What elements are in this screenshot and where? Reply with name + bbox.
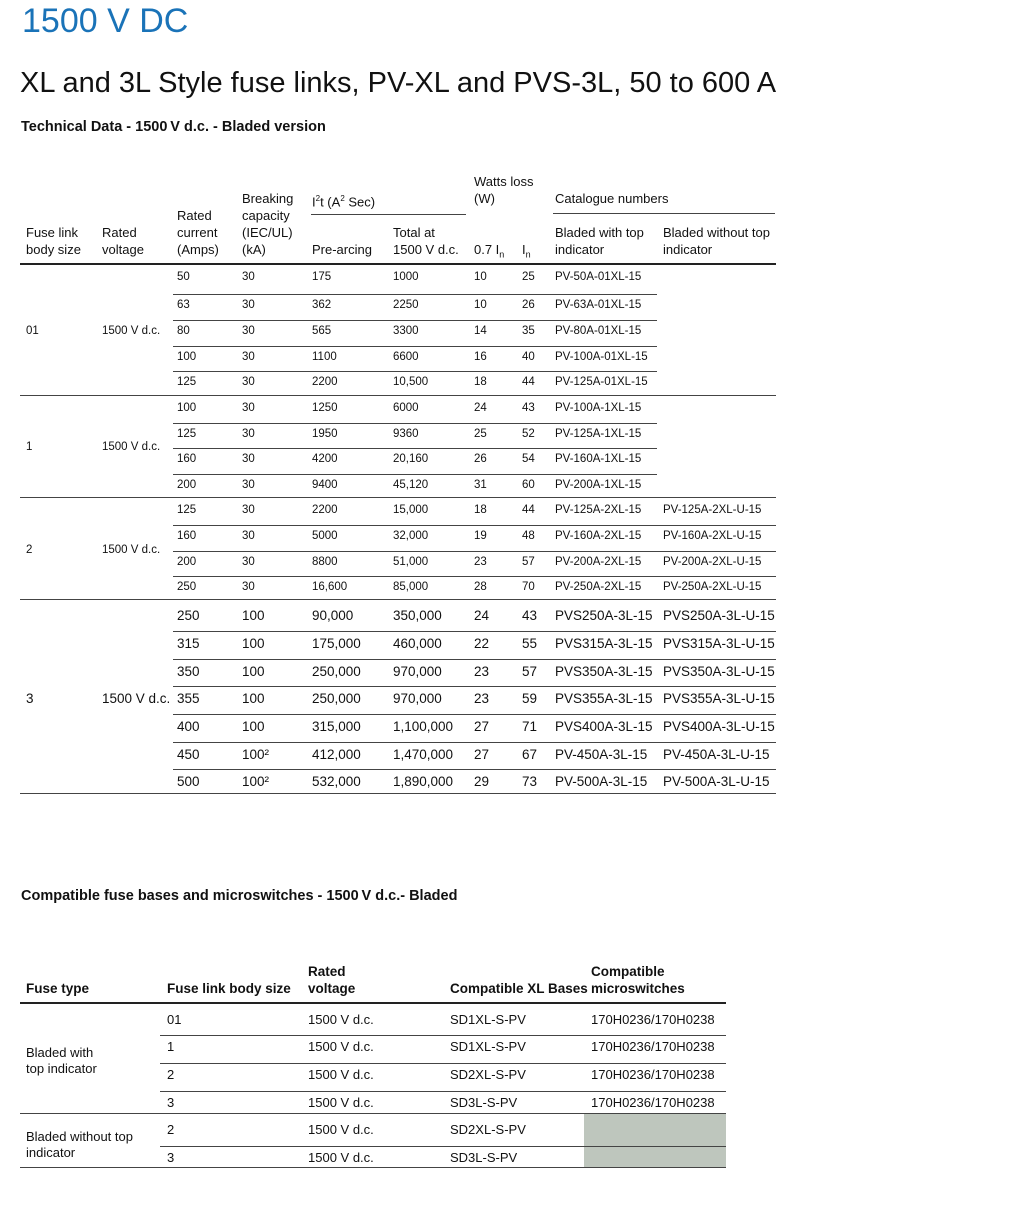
cell-top: PVS400A-3L-15 xyxy=(555,719,653,734)
hdr-win: $I_n$ xyxy=(522,242,531,260)
cell-pre: 16,600 xyxy=(312,581,348,593)
cell-kA: 30 xyxy=(242,453,255,465)
cell-kA: 30 xyxy=(242,402,255,414)
fuse-type-line: indicator xyxy=(26,1145,76,1160)
t2-cell-size: 1 xyxy=(167,1039,175,1054)
row-divider xyxy=(173,474,657,475)
cell-w07: 14 xyxy=(474,325,487,337)
cell-notop: PVS250A-3L-U-15 xyxy=(663,608,775,623)
t2-hdr-microswitches: Compatible microswitches xyxy=(591,964,685,996)
cell-w07: 18 xyxy=(474,376,487,388)
t2-cell-base: SD2XL-S-PV xyxy=(450,1122,526,1137)
t2-cell-base: SD2XL-S-PV xyxy=(450,1067,526,1082)
group-divider xyxy=(20,599,776,600)
cell-pre: 532,000 xyxy=(312,774,361,789)
row-divider xyxy=(173,346,657,347)
t2-hdr-fuse-type: Fuse type xyxy=(26,981,90,996)
cell-total: 6000 xyxy=(393,402,419,414)
cell-kA: 100 xyxy=(242,608,265,623)
cell-win: 54 xyxy=(522,453,535,465)
t2-cell-micro: 170H0236/170H0238 xyxy=(591,1012,715,1027)
cell-notop: PV-160A-2XL-U-15 xyxy=(663,530,762,542)
cell-a: 250 xyxy=(177,608,200,623)
cell-total: 1000 xyxy=(393,271,419,283)
cell-kA: 30 xyxy=(242,351,255,363)
cell-top: PV-160A-2XL-15 xyxy=(555,530,642,542)
t2-cell-size: 2 xyxy=(167,1067,175,1082)
cell-top: PV-63A-01XL-15 xyxy=(555,299,642,311)
t2-hdr-bases: Compatible XL Bases xyxy=(450,981,588,996)
cell-pre: 8800 xyxy=(312,556,338,568)
cell-kA: 30 xyxy=(242,479,255,491)
cell-top: PVS355A-3L-15 xyxy=(555,691,653,706)
hdr-watts-loss: Watts loss (W) xyxy=(474,174,534,206)
hdr-pre-arcing: Pre-arcing xyxy=(312,242,372,257)
hdr-rated-current: Rated current (Amps) xyxy=(177,208,219,257)
cell-kA: 30 xyxy=(242,530,255,542)
i2t-underline xyxy=(311,214,466,215)
fuse-type-line: Bladed with xyxy=(26,1045,94,1060)
cell-win: 48 xyxy=(522,530,535,542)
cell-a: 450 xyxy=(177,747,200,762)
cell-total: 9360 xyxy=(393,428,419,440)
t2-cell-size: 01 xyxy=(167,1012,182,1027)
hdr-without-top: Bladed without top indicator xyxy=(663,225,770,257)
row-divider xyxy=(173,631,776,632)
cell-pre: 90,000 xyxy=(312,608,354,623)
fuse-type-cell xyxy=(26,1045,97,1077)
cell-win: 57 xyxy=(522,664,538,679)
hdr-i2t: $I^2t$ ($A^2$ Sec) xyxy=(312,194,376,210)
cell-a: 315 xyxy=(177,636,200,651)
row-divider xyxy=(173,551,776,552)
cell-kA: 100 xyxy=(242,719,265,734)
cell-a: 500 xyxy=(177,774,200,789)
cell-total: 6600 xyxy=(393,351,419,363)
group-divider xyxy=(20,793,776,794)
cell-total: 10,500 xyxy=(393,376,429,388)
cell-w07: 10 xyxy=(474,299,487,311)
cell-total: 2250 xyxy=(393,299,419,311)
cell-top: PV-100A-1XL-15 xyxy=(555,402,642,414)
cell-kA: 30 xyxy=(242,428,255,440)
cell-notop: PV-500A-3L-U-15 xyxy=(663,774,770,789)
group-divider xyxy=(20,497,776,498)
cell-pre: 250,000 xyxy=(312,691,361,706)
page-subtitle: XL and 3L Style fuse links, PV-XL and PVS-3L, 50 to 600 A xyxy=(20,67,777,99)
cell-notop: PVS355A-3L-U-15 xyxy=(663,691,775,706)
cell-notop: PV-450A-3L-U-15 xyxy=(663,747,770,762)
rated-voltage-cell: 1500 V d.c. xyxy=(102,325,161,337)
t2-group-divider xyxy=(20,1167,726,1168)
cell-total: 1,890,000 xyxy=(393,774,454,789)
t2-hdr-body-size: Fuse link body size xyxy=(167,981,291,996)
group-divider xyxy=(20,395,776,396)
cell-kA: 100² xyxy=(242,774,270,789)
cell-pre: 1250 xyxy=(312,402,338,414)
catalogue-underline xyxy=(553,213,775,214)
cell-kA: 100 xyxy=(242,691,265,706)
cell-total: 45,120 xyxy=(393,479,429,491)
cell-pre: 1950 xyxy=(312,428,338,440)
compatible-bases-heading: Compatible fuse bases and microswitches - 1500 V d.c.- Bladed xyxy=(21,888,458,904)
cell-top: PV-80A-01XL-15 xyxy=(555,325,642,337)
technical-data-heading: Technical Data - 1500 V d.c. - Bladed version xyxy=(21,119,326,135)
cell-notop: PVS315A-3L-U-15 xyxy=(663,636,775,651)
cell-total: 15,000 xyxy=(393,504,429,516)
cell-kA: 100 xyxy=(242,664,265,679)
cell-top: PV-200A-2XL-15 xyxy=(555,556,642,568)
cell-kA: 30 xyxy=(242,271,255,283)
cell-pre: 565 xyxy=(312,325,332,337)
cell-pre: 2200 xyxy=(312,376,338,388)
t2-cell-base: SD3L-S-PV xyxy=(450,1150,518,1165)
cell-kA: 30 xyxy=(242,325,255,337)
cell-total: 460,000 xyxy=(393,636,442,651)
cell-total: 51,000 xyxy=(393,556,429,568)
cell-top: PVS315A-3L-15 xyxy=(555,636,653,651)
body-size-cell: 1 xyxy=(26,441,33,453)
cell-a: 160 xyxy=(177,453,197,465)
t2-row-divider xyxy=(160,1146,726,1147)
cell-win: 59 xyxy=(522,691,538,706)
cell-total: 32,000 xyxy=(393,530,429,542)
table2-header-rule xyxy=(20,1002,726,1004)
row-divider xyxy=(173,320,657,321)
t2-group-divider xyxy=(20,1113,726,1114)
cell-win: 26 xyxy=(522,299,535,311)
cell-win: 55 xyxy=(522,636,538,651)
cell-w07: 23 xyxy=(474,691,490,706)
t2-cell-voltage: 1500 V d.c. xyxy=(308,1150,374,1165)
row-divider xyxy=(173,525,776,526)
cell-top: PV-125A-01XL-15 xyxy=(555,376,648,388)
body-size-cell: 2 xyxy=(26,544,33,556)
page-title: 1500 V DC xyxy=(22,2,189,40)
hdr-catalogue: Catalogue numbers xyxy=(555,191,669,206)
t2-cell-micro: 170H0236/170H0238 xyxy=(591,1067,715,1082)
cell-notop: PV-250A-2XL-U-15 xyxy=(663,581,762,593)
t2-cell-voltage: 1500 V d.c. xyxy=(308,1012,374,1027)
fuse-type-line: top indicator xyxy=(26,1061,97,1076)
t2-cell-voltage: 1500 V d.c. xyxy=(308,1067,374,1082)
hdr-with-top: Bladed with top indicator xyxy=(555,225,644,257)
cell-top: PVS350A-3L-15 xyxy=(555,664,653,679)
cell-w07: 22 xyxy=(474,636,490,651)
cell-pre: 412,000 xyxy=(312,747,361,762)
cell-a: 100 xyxy=(177,402,197,414)
cell-top: PV-160A-1XL-15 xyxy=(555,453,642,465)
cell-w07: 27 xyxy=(474,747,490,762)
row-divider xyxy=(173,371,657,372)
cell-kA: 30 xyxy=(242,299,255,311)
t2-cell-micro: 170H0236/170H0238 xyxy=(591,1039,715,1054)
cell-top: PV-250A-2XL-15 xyxy=(555,581,642,593)
cell-total: 350,000 xyxy=(393,608,442,623)
cell-win: 52 xyxy=(522,428,535,440)
cell-a: 125 xyxy=(177,376,197,388)
cell-pre: 315,000 xyxy=(312,719,361,734)
cell-total: 1,470,000 xyxy=(393,747,454,762)
cell-pre: 362 xyxy=(312,299,332,311)
cell-kA: 100 xyxy=(242,636,265,651)
cell-w07: 19 xyxy=(474,530,487,542)
hdr-rated-voltage: Rated voltage xyxy=(102,225,144,257)
row-divider xyxy=(173,769,776,770)
cell-total: 970,000 xyxy=(393,664,442,679)
cell-a: 100 xyxy=(177,351,197,363)
cell-total: 970,000 xyxy=(393,691,442,706)
cell-pre: 5000 xyxy=(312,530,338,542)
cell-win: 43 xyxy=(522,402,535,414)
cell-a: 63 xyxy=(177,299,190,311)
cell-total: 20,160 xyxy=(393,453,429,465)
cell-pre: 2200 xyxy=(312,504,338,516)
cell-top: PVS250A-3L-15 xyxy=(555,608,653,623)
row-divider xyxy=(173,448,657,449)
cell-a: 125 xyxy=(177,504,197,516)
cell-w07: 28 xyxy=(474,581,487,593)
cell-w07: 10 xyxy=(474,271,487,283)
cell-w07: 24 xyxy=(474,402,487,414)
cell-win: 67 xyxy=(522,747,538,762)
cell-a: 160 xyxy=(177,530,197,542)
cell-a: 250 xyxy=(177,581,197,593)
t2-cell-base: SD1XL-S-PV xyxy=(450,1039,526,1054)
cell-win: 70 xyxy=(522,581,535,593)
cell-pre: 175 xyxy=(312,271,332,283)
row-divider xyxy=(173,742,776,743)
cell-a: 355 xyxy=(177,691,200,706)
t2-cell-voltage: 1500 V d.c. xyxy=(308,1095,374,1110)
cell-pre: 4200 xyxy=(312,453,338,465)
cell-win: 44 xyxy=(522,376,535,388)
cell-pre: 250,000 xyxy=(312,664,361,679)
cell-top: PV-125A-1XL-15 xyxy=(555,428,642,440)
t2-hdr-rated-voltage: Rated voltage xyxy=(308,964,356,996)
t2-row-divider xyxy=(160,1035,726,1036)
t2-row-divider xyxy=(160,1091,726,1092)
cell-a: 200 xyxy=(177,556,197,568)
cell-w07: 23 xyxy=(474,664,490,679)
cell-total: 85,000 xyxy=(393,581,429,593)
cell-top: PV-100A-01XL-15 xyxy=(555,351,648,363)
cell-notop: PVS400A-3L-U-15 xyxy=(663,719,775,734)
cell-top: PV-200A-1XL-15 xyxy=(555,479,642,491)
t2-cell-voltage: 1500 V d.c. xyxy=(308,1122,374,1137)
cell-kA: 100² xyxy=(242,747,270,762)
microswitch-empty-fill xyxy=(584,1114,726,1167)
row-divider xyxy=(173,686,776,687)
t2-cell-voltage: 1500 V d.c. xyxy=(308,1039,374,1054)
hdr-w07: 0.7 $I_n$ xyxy=(474,242,505,260)
t2-cell-base: SD1XL-S-PV xyxy=(450,1012,526,1027)
cell-w07: 29 xyxy=(474,774,490,789)
cell-win: 71 xyxy=(522,719,538,734)
hdr-total: Total at 1500 V d.c. xyxy=(393,225,459,257)
row-divider xyxy=(173,659,776,660)
row-divider xyxy=(173,423,657,424)
t2-cell-size: 3 xyxy=(167,1150,175,1165)
t2-cell-size: 3 xyxy=(167,1095,175,1110)
cell-win: 44 xyxy=(522,504,535,516)
rated-voltage-cell: 1500 V d.c. xyxy=(102,691,171,706)
cell-top: PV-500A-3L-15 xyxy=(555,774,648,789)
cell-w07: 16 xyxy=(474,351,487,363)
cell-kA: 30 xyxy=(242,504,255,516)
cell-w07: 25 xyxy=(474,428,487,440)
cell-kA: 30 xyxy=(242,376,255,388)
cell-pre: 9400 xyxy=(312,479,338,491)
body-size-cell: 3 xyxy=(26,691,34,706)
cell-win: 57 xyxy=(522,556,535,568)
cell-w07: 27 xyxy=(474,719,490,734)
cell-w07: 31 xyxy=(474,479,487,491)
cell-w07: 18 xyxy=(474,504,487,516)
rated-voltage-cell: 1500 V d.c. xyxy=(102,544,161,556)
t2-cell-size: 2 xyxy=(167,1122,175,1137)
cell-notop: PV-200A-2XL-U-15 xyxy=(663,556,762,568)
cell-top: PV-125A-2XL-15 xyxy=(555,504,642,516)
t2-row-divider xyxy=(160,1063,726,1064)
cell-win: 25 xyxy=(522,271,535,283)
cell-notop: PV-125A-2XL-U-15 xyxy=(663,504,762,516)
cell-a: 200 xyxy=(177,479,197,491)
cell-w07: 24 xyxy=(474,608,490,623)
cell-w07: 23 xyxy=(474,556,487,568)
cell-w07: 26 xyxy=(474,453,487,465)
cell-pre: 1100 xyxy=(312,351,337,363)
hdr-body-size: Fuse link body size xyxy=(26,225,81,257)
cell-kA: 30 xyxy=(242,581,255,593)
row-divider xyxy=(173,294,657,295)
rated-voltage-cell: 1500 V d.c. xyxy=(102,441,161,453)
row-divider xyxy=(173,576,776,577)
cell-win: 43 xyxy=(522,608,538,623)
cell-a: 125 xyxy=(177,428,197,440)
cell-total: 3300 xyxy=(393,325,419,337)
cell-win: 73 xyxy=(522,774,538,789)
hdr-breaking-capacity: Breaking capacity (IEC/UL) (kA) xyxy=(242,191,294,257)
cell-notop: PVS350A-3L-U-15 xyxy=(663,664,775,679)
fuse-type-cell xyxy=(26,1129,133,1161)
cell-total: 1,100,000 xyxy=(393,719,454,734)
cell-win: 60 xyxy=(522,479,535,491)
cell-a: 350 xyxy=(177,664,200,679)
table1-header-rule xyxy=(20,263,776,265)
cell-kA: 30 xyxy=(242,556,255,568)
cell-a: 80 xyxy=(177,325,190,337)
cell-win: 35 xyxy=(522,325,535,337)
cell-top: PV-450A-3L-15 xyxy=(555,747,648,762)
cell-top: PV-50A-01XL-15 xyxy=(555,271,642,283)
t2-cell-micro: 170H0236/170H0238 xyxy=(591,1095,715,1110)
body-size-cell: 01 xyxy=(26,325,39,337)
fuse-type-line: Bladed without top xyxy=(26,1129,133,1144)
cell-a: 50 xyxy=(177,271,190,283)
row-divider xyxy=(173,714,776,715)
cell-pre: 175,000 xyxy=(312,636,361,651)
cell-win: 40 xyxy=(522,351,535,363)
t2-cell-base: SD3L-S-PV xyxy=(450,1095,518,1110)
cell-a: 400 xyxy=(177,719,200,734)
